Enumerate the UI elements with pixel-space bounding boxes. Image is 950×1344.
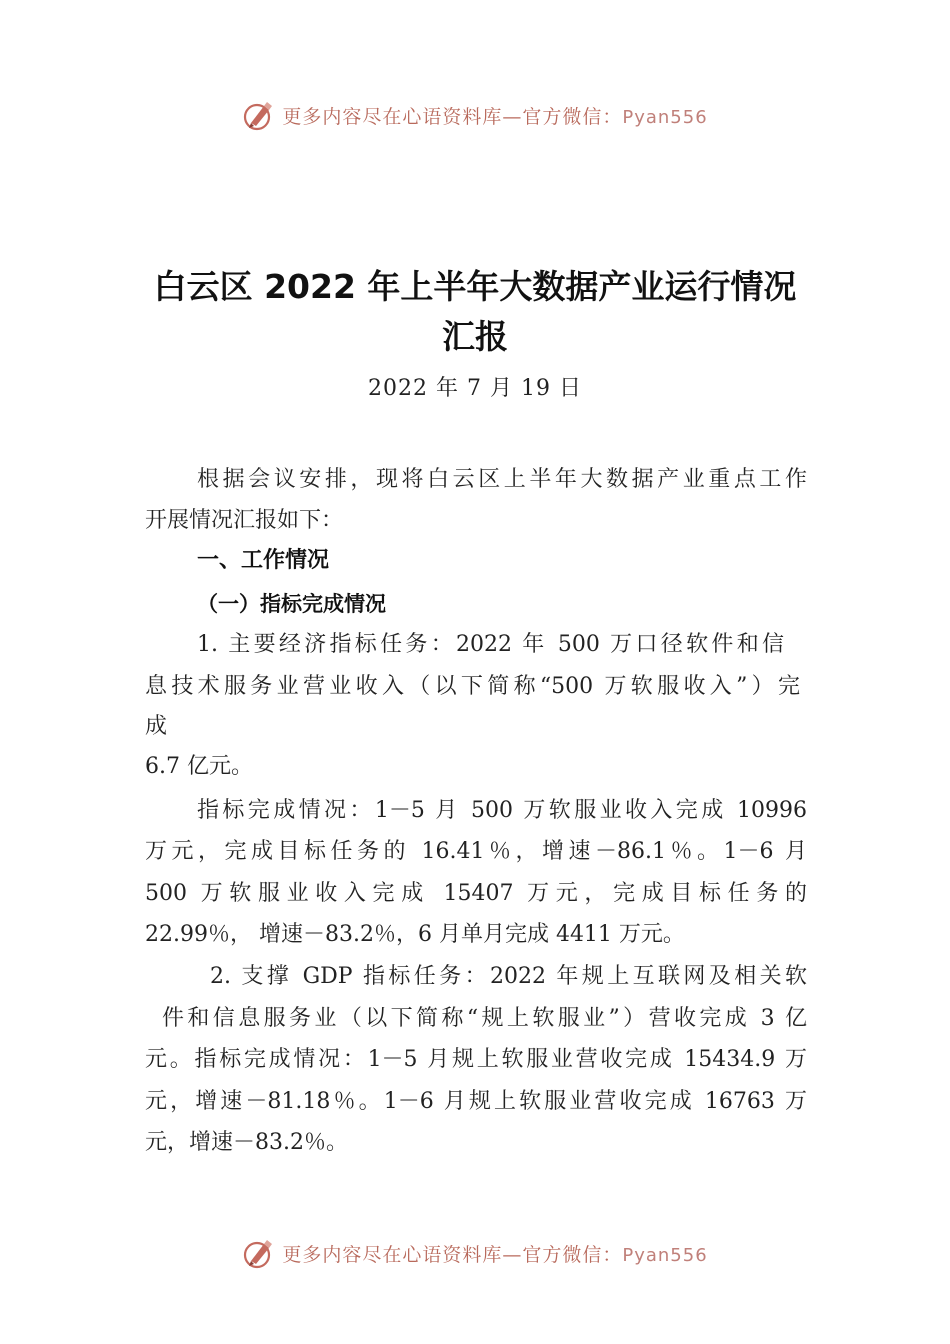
body-line: 500 万软服业收入完成 15407 万元，完成目标任务的	[145, 881, 807, 906]
section-heading: 一、工作情况	[197, 548, 330, 573]
body-line: 元，增速－81.18％。1－6 月规上软服业营收完成 16763 万	[145, 1089, 807, 1114]
document-title-line-2: 汇报	[442, 317, 508, 356]
watermark-wechat-id: Pyan556	[622, 1244, 708, 1266]
body-line: 根据会议安排，现将白云区上半年大数据产业重点工作	[197, 467, 807, 492]
body-line: 22.99％， 增速－83.2％，6 月单月完成 4411 万元。	[145, 922, 685, 947]
body-line: 件和信息服务业（以下简称“规上软服业”）营收完成 3 亿	[162, 1006, 807, 1031]
watermark-footer	[0, 1233, 950, 1273]
body-line: 1. 主要经济指标任务：2022 年 500 万口径软件和信	[197, 632, 784, 657]
body-line: 元。指标完成情况：1－5 月规上软服业营收完成 15434.9 万	[145, 1047, 807, 1072]
watermark-header	[0, 95, 950, 135]
body-line: 万元，完成目标任务的 16.41％，增速－86.1％。1－6 月	[145, 839, 807, 864]
pen-logo-icon	[242, 98, 276, 132]
body-line: 指标完成情况：1－5 月 500 万软服业收入完成 10996	[197, 798, 807, 823]
watermark-wechat-id: Pyan556	[622, 106, 708, 128]
body-line: 成	[145, 714, 168, 739]
body-line: 6.7 亿元。	[145, 754, 253, 779]
body-line: 2. 支撑 GDP 指标任务：2022 年规上互联网及相关软	[210, 964, 807, 989]
subsection-heading: （一）指标完成情况	[197, 592, 386, 616]
body-line: 元，增速－83.2％。	[145, 1130, 348, 1155]
body-line: 开展情况汇报如下：	[145, 508, 344, 533]
watermark-text: 更多内容尽在心语资料库—官方微信：Pyan556	[282, 1243, 708, 1266]
body-line: 息技术服务业营业收入（以下简称“500 万软服收入”）完	[145, 674, 800, 699]
pen-logo-icon	[242, 1236, 276, 1270]
document-date: 2022 年 7 月 19 日	[368, 376, 582, 401]
watermark-text: 更多内容尽在心语资料库—官方微信：Pyan556	[282, 105, 708, 128]
document-title-line-1: 白云区 2022 年上半年大数据产业运行情况	[153, 267, 797, 306]
